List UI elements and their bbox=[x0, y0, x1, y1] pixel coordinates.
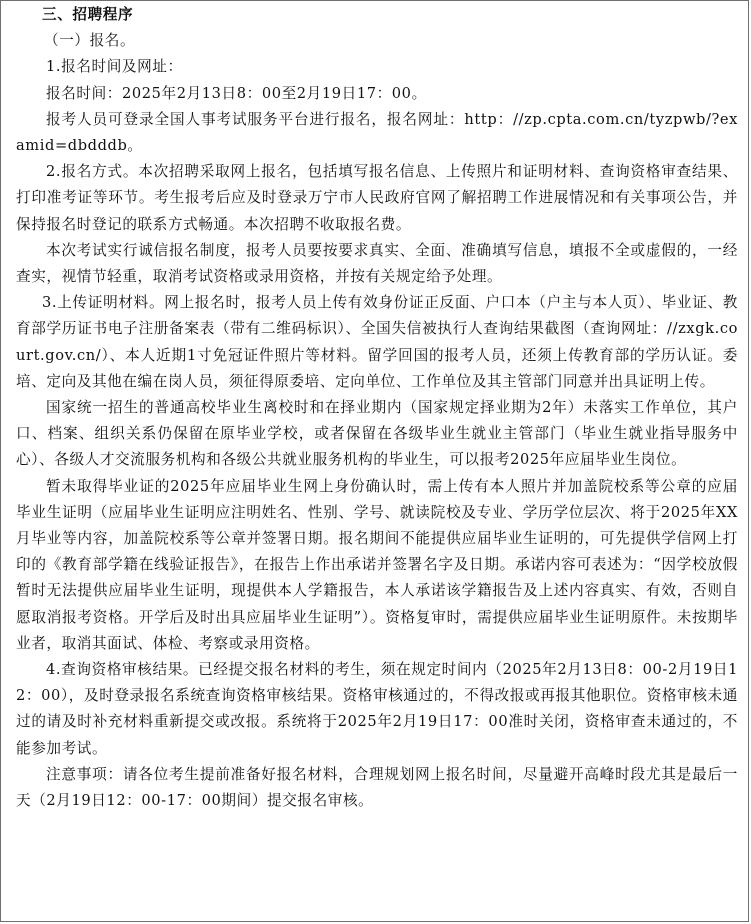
certificate-note: 暂未取得毕业证的2025年应届毕业生网上身份确认时，需上传有本人照片并加盖院校系等公章的应届毕业生证明（应届毕业生证明应注明姓名、性别、学号、就读院校及专业、学历学位层次、将于2025年XX月毕业等内容，加盖院校系等公章并签署日期。报名期间不能提供应届毕业生证明的，可先提供学信网上打印的《教育部学籍在线验证报告》，在报告上作出承诺并签署名字及日期。承诺内容可表述为：“因学校放假暂时无法提供应届毕业生证明，现提供本人学籍报告，本人承诺该学籍报告及上述内容真实、有效，否则自愿取消报考资格。开学后及时出具应届毕业生证明”）。资格复审时，需提供应届毕业生证明原件。未按期毕业者，取消其面试、体检、考察或录用资格。 bbox=[16, 477, 738, 652]
registration-site: 报考人员可登录全国人事考试服务平台进行报名，报名网址：http：//zp.cpta.com.cn/tyzpwb/?examid=dbdddb。 bbox=[16, 110, 738, 155]
attention-note: 注意事项：请各位考生提前准备好报名材料，合理规划网上报名时间，尽量避开高峰时段尤其是最后一天（2月19日12：00-17：00期间）提交报名审核。 bbox=[16, 765, 738, 810]
section-heading: 三、招聘程序 bbox=[42, 6, 134, 23]
registration-time: 报名时间：2025年2月13日8：00至2月19日17：00。 bbox=[46, 84, 427, 102]
graduate-note: 国家统一招生的普通高校毕业生离校时和在择业期内（国家规定择业期为2年）未落实工作单位，其户口、档案、组织关系仍保留在原毕业学校，或者保留在各级毕业生就业主管部门（毕业生就业指导服务中心）、各级人才交流服务机构和各级公共就业服务机构的毕业生，可以报考2025年应届毕业生岗位。 bbox=[16, 399, 738, 469]
item4-review: 4.查询资格审核结果。已经提交报名材料的考生，须在规定时间内（2025年2月13日8：00-2月19日12：00），及时登录报名系统查询资格审核结果。资格审核通过的，不得改报或再报其他职位。资格审核未通过的请及时补充材料重新提交或改报。系统将于2025年2月19日17：00准时关闭，资格审查未通过的，不能参加考试。 bbox=[16, 661, 738, 757]
document-body bbox=[16, 2, 738, 814]
item3-upload: 3.上传证明材料。网上报名时，报考人员上传有效身份证正反面、户口本（户主与本人页）、毕业证、教育部学历证书电子注册备案表（带有二维码标识）、全国失信被执行人查询结果截图（查询网址：//zxgk.court.gov.cn/）、本人近期1寸免冠证件照片等材料。留学回国的报考人员，还须上传教育部的学历认证。委培、定向及其他在编在岗人员，须征得原委培、定向单位、工作单位及其主管部门同意并出具证明上传。 bbox=[16, 294, 738, 390]
item2-method: 2.报名方式。本次招聘采取网上报名，包括填写报名信息、上传照片和证明材料、查询资格审查结果、打印准考证等环节。考生报考后应及时登录万宁市人民政府官网了解招聘工作进展情况和有关事项公告，并保持报名时登记的联系方式畅通。本次招聘不收取报名费。 bbox=[16, 163, 738, 233]
integrity-note: 本次考试实行诚信报名制度，报考人员要按要求真实、全面、准确填写信息，填报不全或虚假的，一经查实，视情节轻重，取消考试资格或录用资格，并按有关规定给予处理。 bbox=[16, 241, 738, 286]
item1-title: 1.报名时间及网址： bbox=[46, 58, 183, 76]
subsection-heading: （一）报名。 bbox=[44, 32, 136, 50]
